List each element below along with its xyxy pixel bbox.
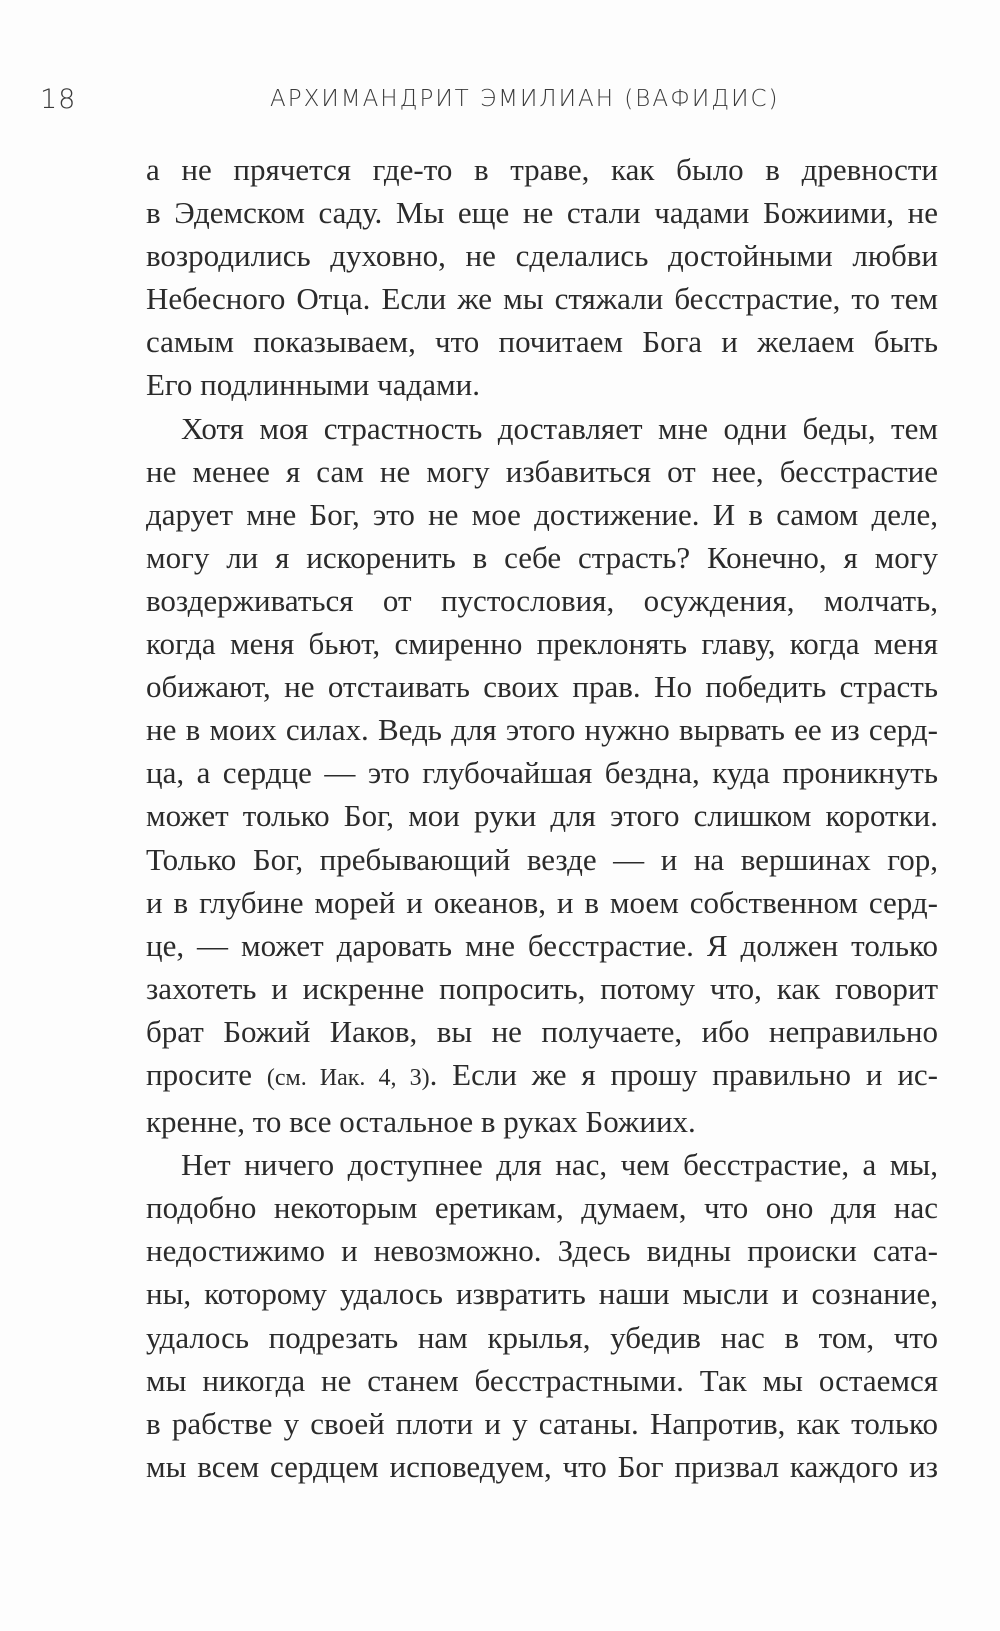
text-line: подобно некоторым еретикам, думаем, что оно для нас xyxy=(146,1190,938,1226)
running-title: АРХИМАНДРИТ ЭМИЛИАН (ВАФИДИС) xyxy=(270,86,780,112)
text-line-with-reference xyxy=(146,1053,938,1100)
paragraph-1 xyxy=(146,148,938,407)
text-line: может только Бог, мои руки для этого слишком коротки. xyxy=(146,798,938,834)
text-line: дарует мне Бог, это не мое достижение. И в самом деле, xyxy=(146,496,938,532)
text-line: в Эдемском саду. Мы еще не стали чадами Божиими, не xyxy=(146,195,938,231)
text-line: самым показываем, что почитаем Бога и желаем быть xyxy=(146,324,938,360)
scripture-reference: (см. Иак. 4, 3) xyxy=(266,1064,430,1091)
body-text xyxy=(146,148,938,1488)
text-fragment: просите xyxy=(146,1056,267,1092)
text-line: недостижимо и невозможно. Здесь видны происки сата- xyxy=(146,1233,938,1269)
text-line: когда меня бьют, смиренно преклонять главу, когда меня xyxy=(146,626,938,662)
text-line: захотеть и искренне попросить, потому что, как говорит xyxy=(146,970,938,1006)
text-line: Его подлинными чадами. xyxy=(146,367,480,403)
text-line: ца, а сердце — это глубочайшая бездна, куда проникнуть xyxy=(146,755,938,791)
text-line: не менее я сам не могу избавиться от нее, бесстрастие xyxy=(146,453,938,489)
text-line: Хотя моя страстность доставляет мне одни беды, тем xyxy=(181,410,938,446)
text-line: удалось подрезать нам крылья, убедив нас в том, что xyxy=(146,1319,938,1355)
text-line: обижают, не отстаивать своих прав. Но победить страсть xyxy=(146,669,938,705)
page-number: 18 xyxy=(40,84,77,115)
text-line: Только Бог, пребывающий везде — и на вершинах гор, xyxy=(146,841,938,877)
paragraph-3 xyxy=(146,1143,938,1488)
running-head xyxy=(40,84,940,124)
text-line: воздерживаться от пустословия, осуждения, молчать, xyxy=(146,582,938,618)
text-line: не в моих силах. Ведь для этого нужно вырвать ее из серд- xyxy=(146,712,938,748)
text-line: в рабстве у своей плоти и у сатаны. Напротив, как только xyxy=(146,1405,938,1441)
text-line: брат Божий Иаков, вы не получаете, ибо неправильно xyxy=(146,1013,938,1049)
paragraph-2 xyxy=(146,407,938,1144)
text-fragment: . Если же я прошу правильно и ис- xyxy=(429,1056,938,1092)
text-line: мы всем сердцем исповедуем, что Бог призвал каждого из xyxy=(146,1448,938,1484)
text-line: кренне, то все остальное в руках Божиих. xyxy=(146,1104,696,1140)
text-line: возродились духовно, не сделались достойными любви xyxy=(146,238,938,274)
text-line: могу ли я искоренить в себе страсть? Конечно, я могу xyxy=(146,539,938,575)
text-line: а не прячется где-то в траве, как было в древности xyxy=(146,152,938,187)
text-line: мы никогда не станем бесстрастными. Так мы остаемся xyxy=(146,1362,938,1398)
text-line: Нет ничего доступнее для нас, чем бесстрастие, а мы, xyxy=(181,1147,938,1183)
text-line: и в глубине морей и океанов, и в моем собственном серд- xyxy=(146,884,938,920)
text-line: це, — может даровать мне бесстрастие. Я должен только xyxy=(146,927,938,963)
text-line: Небесного Отца. Если же мы стяжали бесстрастие, то тем xyxy=(146,281,938,317)
text-line: ны, которому удалось извратить наши мысли и сознание, xyxy=(146,1276,938,1312)
